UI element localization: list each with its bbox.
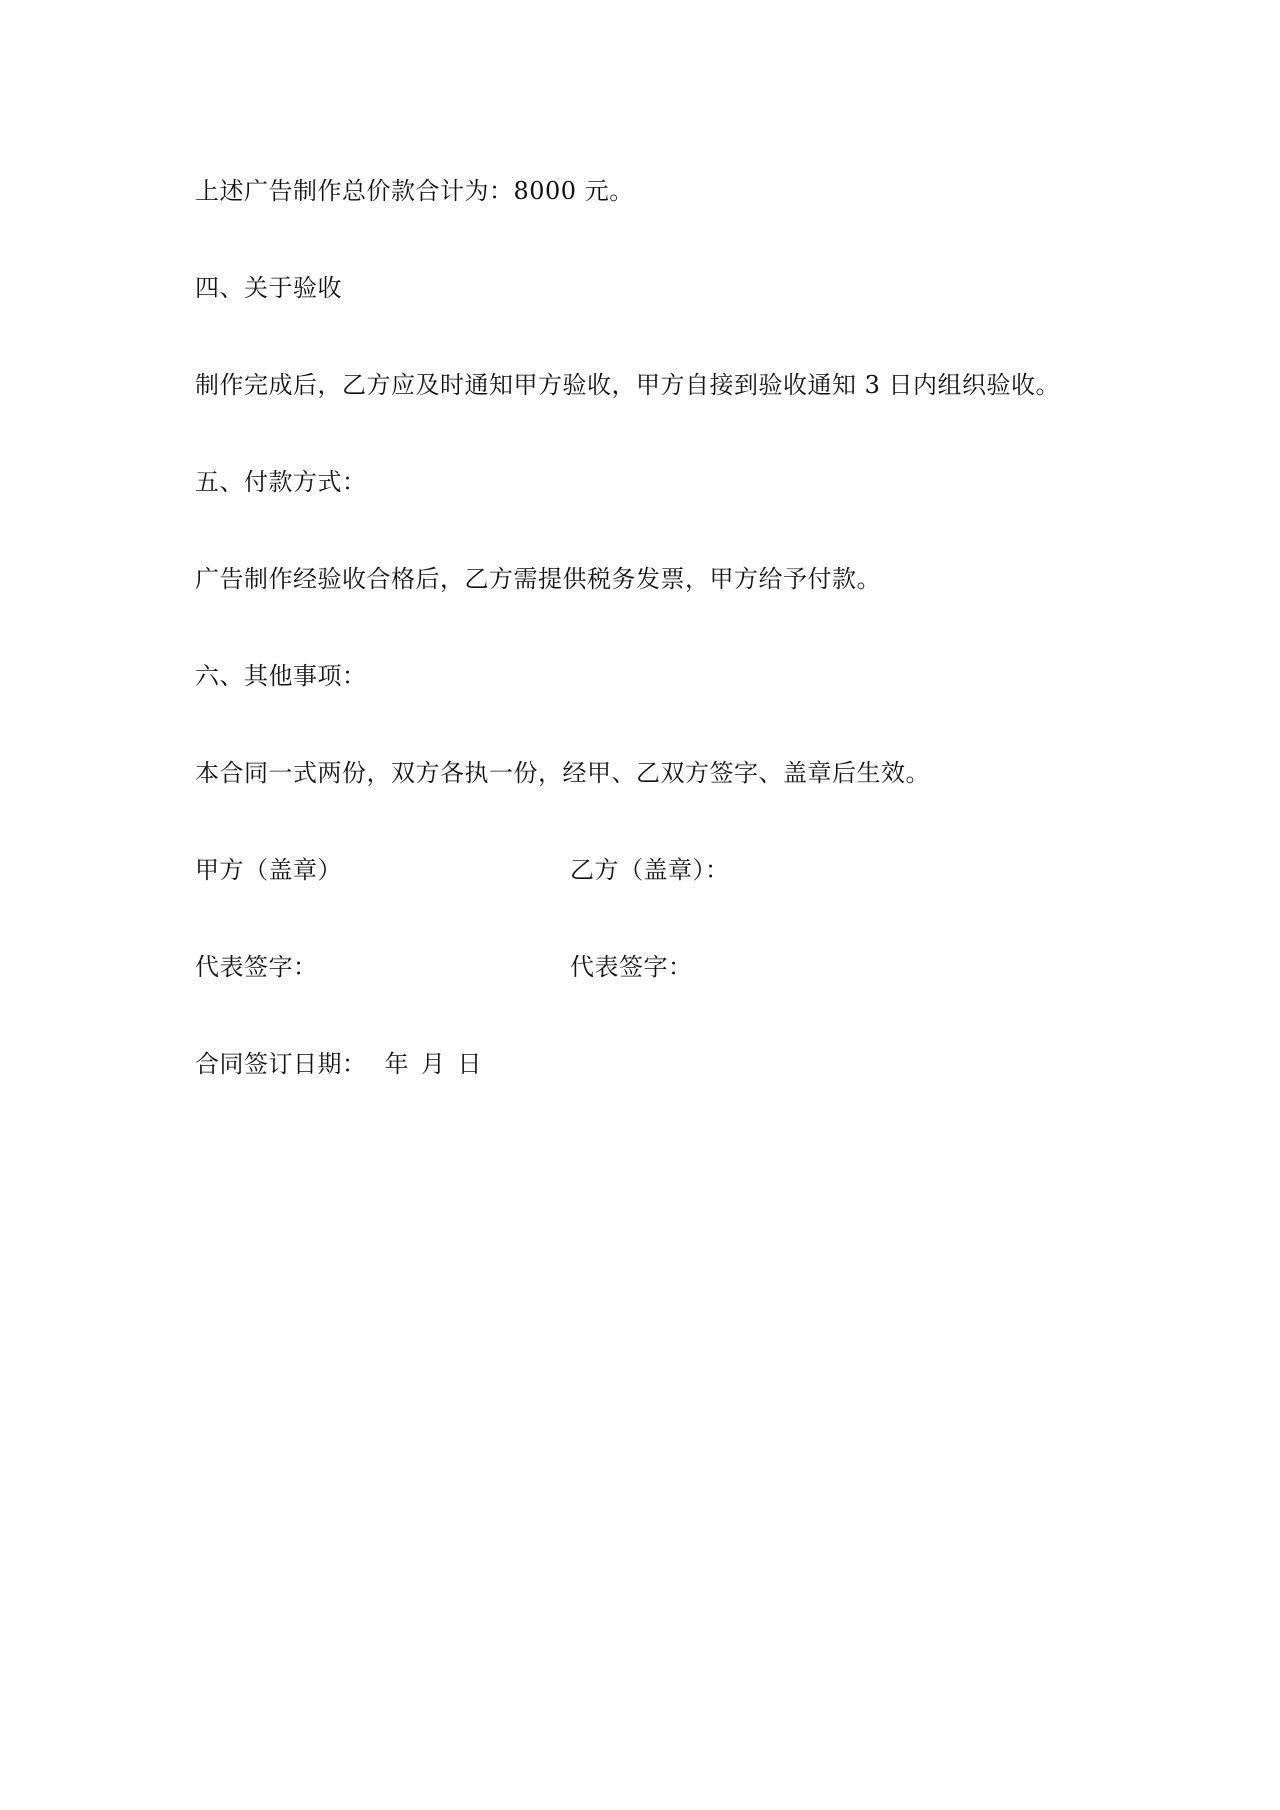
signing-date-row [195,1048,482,1080]
section6-heading: 六、其他事项： [195,662,367,690]
section4-heading: 四、关于验收 [195,274,342,302]
section4-body: 制作完成后，乙方应及时通知甲方验收，甲方自接到验收通知 3 日内组织验收。 [195,371,1061,399]
total-price-line: 上述广告制作总价款合计为：8000 元。 [195,177,634,205]
party-a-seal: 甲方（盖章） [195,856,342,884]
party-a-signature: 代表签字： [195,953,318,981]
party-b-seal: 乙方（盖章）： [570,856,730,884]
section5-heading: 五、付款方式： [195,468,367,496]
section5-body: 广告制作经验收合格后，乙方需提供税务发票，甲方给予付款。 [195,565,881,593]
signing-date-label: 合同签订日期： [195,1050,367,1078]
party-b-signature: 代表签字： [570,953,693,981]
date-month: 月 [421,1050,446,1078]
date-day: 日 [457,1050,482,1078]
date-year: 年 [384,1050,409,1078]
section6-body: 本合同一式两份，双方各执一份，经甲、乙双方签字、盖章后生效。 [195,759,930,787]
